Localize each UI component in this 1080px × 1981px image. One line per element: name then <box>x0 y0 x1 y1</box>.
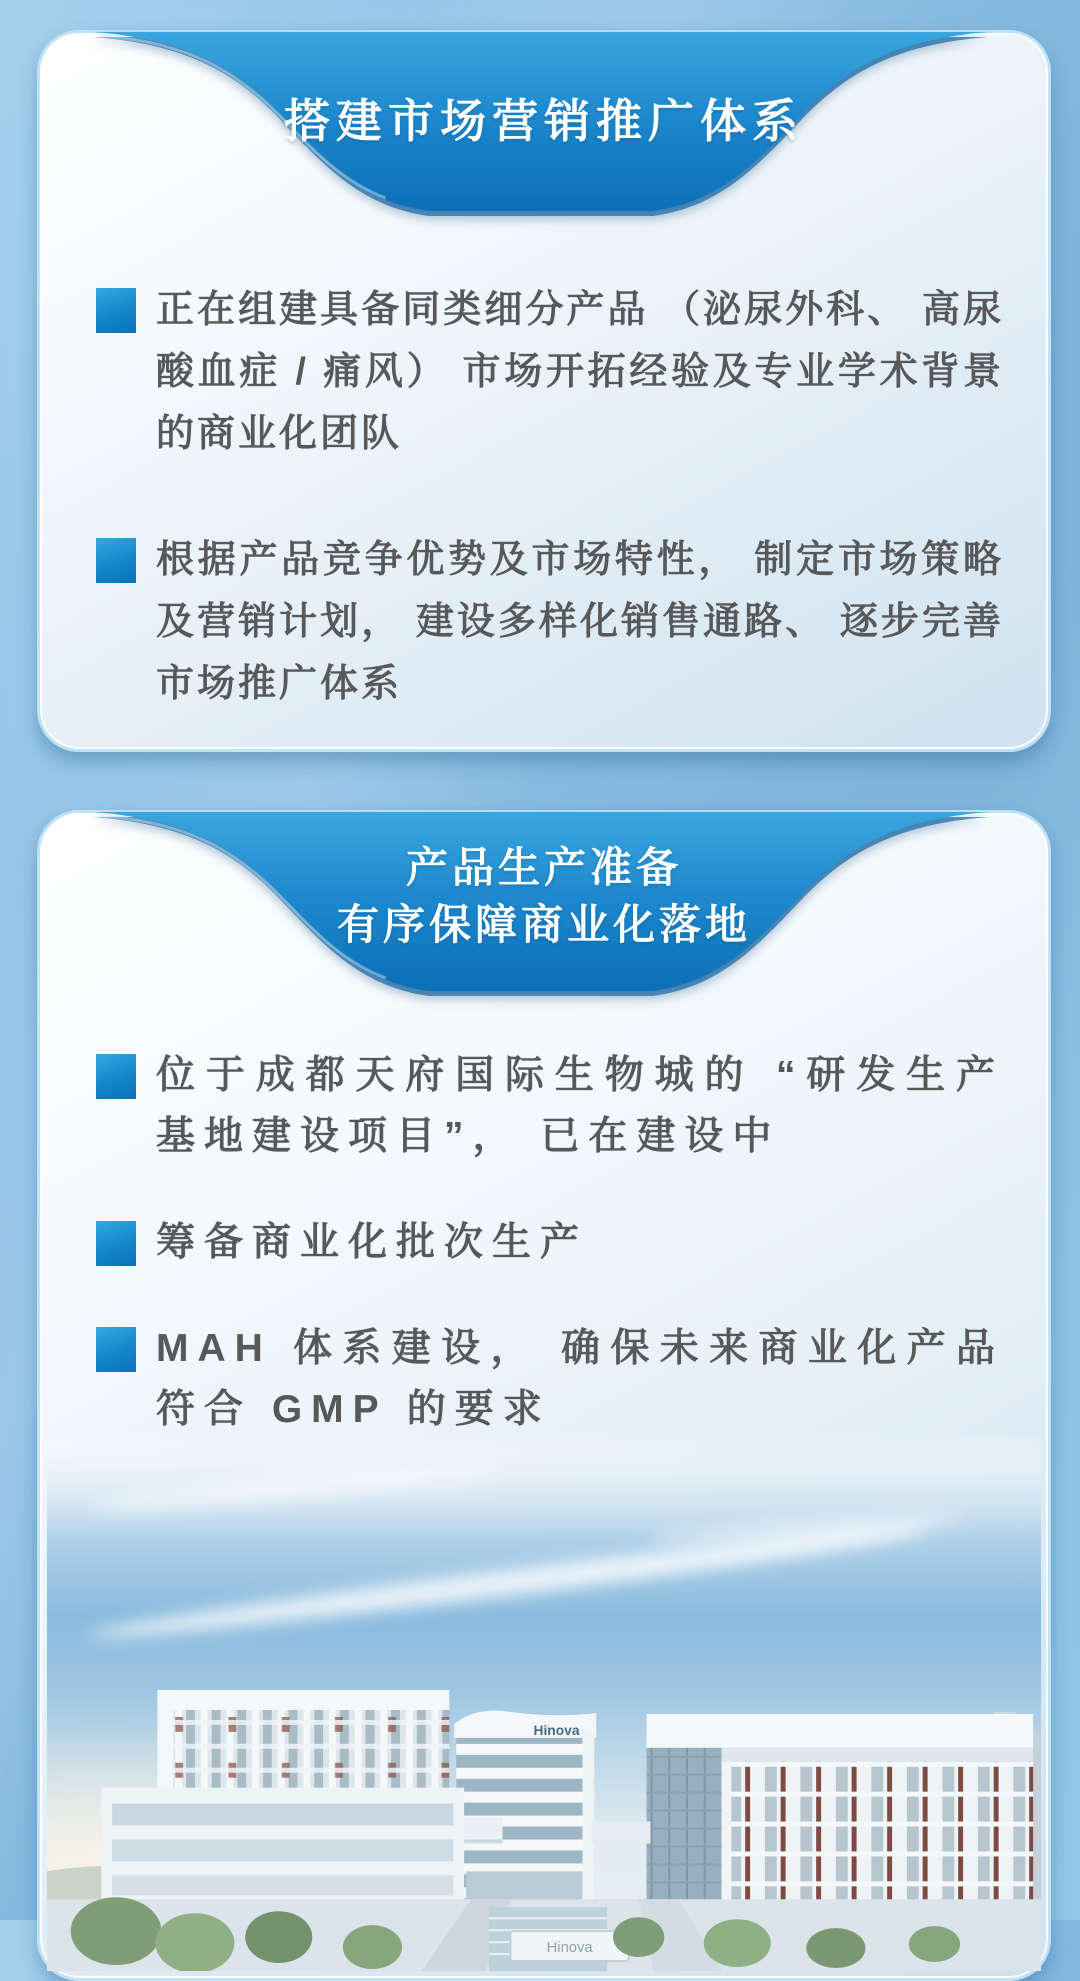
campus-rendering-image <box>47 1433 1041 1971</box>
bullet-square-icon <box>96 288 136 333</box>
bullet-item <box>96 279 1004 465</box>
bullet-item <box>96 1212 1004 1273</box>
bullet-item <box>96 529 1004 715</box>
card-title-line: 产品生产准备 <box>405 844 682 891</box>
bullet-text: 筹备商业化批次生产 <box>156 1221 589 1264</box>
entrance-sign-logo-text: Hinova <box>546 1940 593 1957</box>
card-title-line: 搭建市场营销推广体系 <box>284 95 804 147</box>
bullet-text: MAH 体系建设， 确保未来商业化产品符合 GMP 的要求 <box>156 1327 1004 1431</box>
center-tower <box>454 1710 596 1901</box>
bullet-text: 位于成都天府国际生物城的 “研发生产基地建设项目”， 已在建设中 <box>156 1054 1004 1158</box>
bullet-square-icon <box>96 538 136 583</box>
card-title-line: 有序保障商业化落地 <box>336 901 751 948</box>
bullet-square-icon <box>96 1327 136 1372</box>
bullet-text: 正在组建具备同类细分产品 （泌尿外科、 高尿酸血症 / 痛风） 市场开拓经验及专业学术背景的商业化团队 <box>156 289 1004 455</box>
bullet-list <box>96 279 1004 715</box>
card-production-readiness <box>37 810 1051 1981</box>
card-title <box>40 85 1048 151</box>
bullet-list <box>96 1045 1004 1440</box>
building-logo-text: Hinova <box>533 1721 580 1738</box>
card-title <box>40 839 1048 953</box>
bullet-square-icon <box>96 1054 136 1099</box>
bullet-item <box>96 1045 1004 1167</box>
card-marketing-system <box>37 30 1051 752</box>
campus-rendering-illustration <box>47 1433 1041 1971</box>
right-building <box>647 1714 1034 1901</box>
bullet-item <box>96 1318 1004 1440</box>
bullet-square-icon <box>96 1221 136 1266</box>
bullet-text: 根据产品竞争优势及市场特性， 制定市场策略及营销计划， 建设多样化销售通路、 逐步完善市场推广体系 <box>156 539 1004 705</box>
